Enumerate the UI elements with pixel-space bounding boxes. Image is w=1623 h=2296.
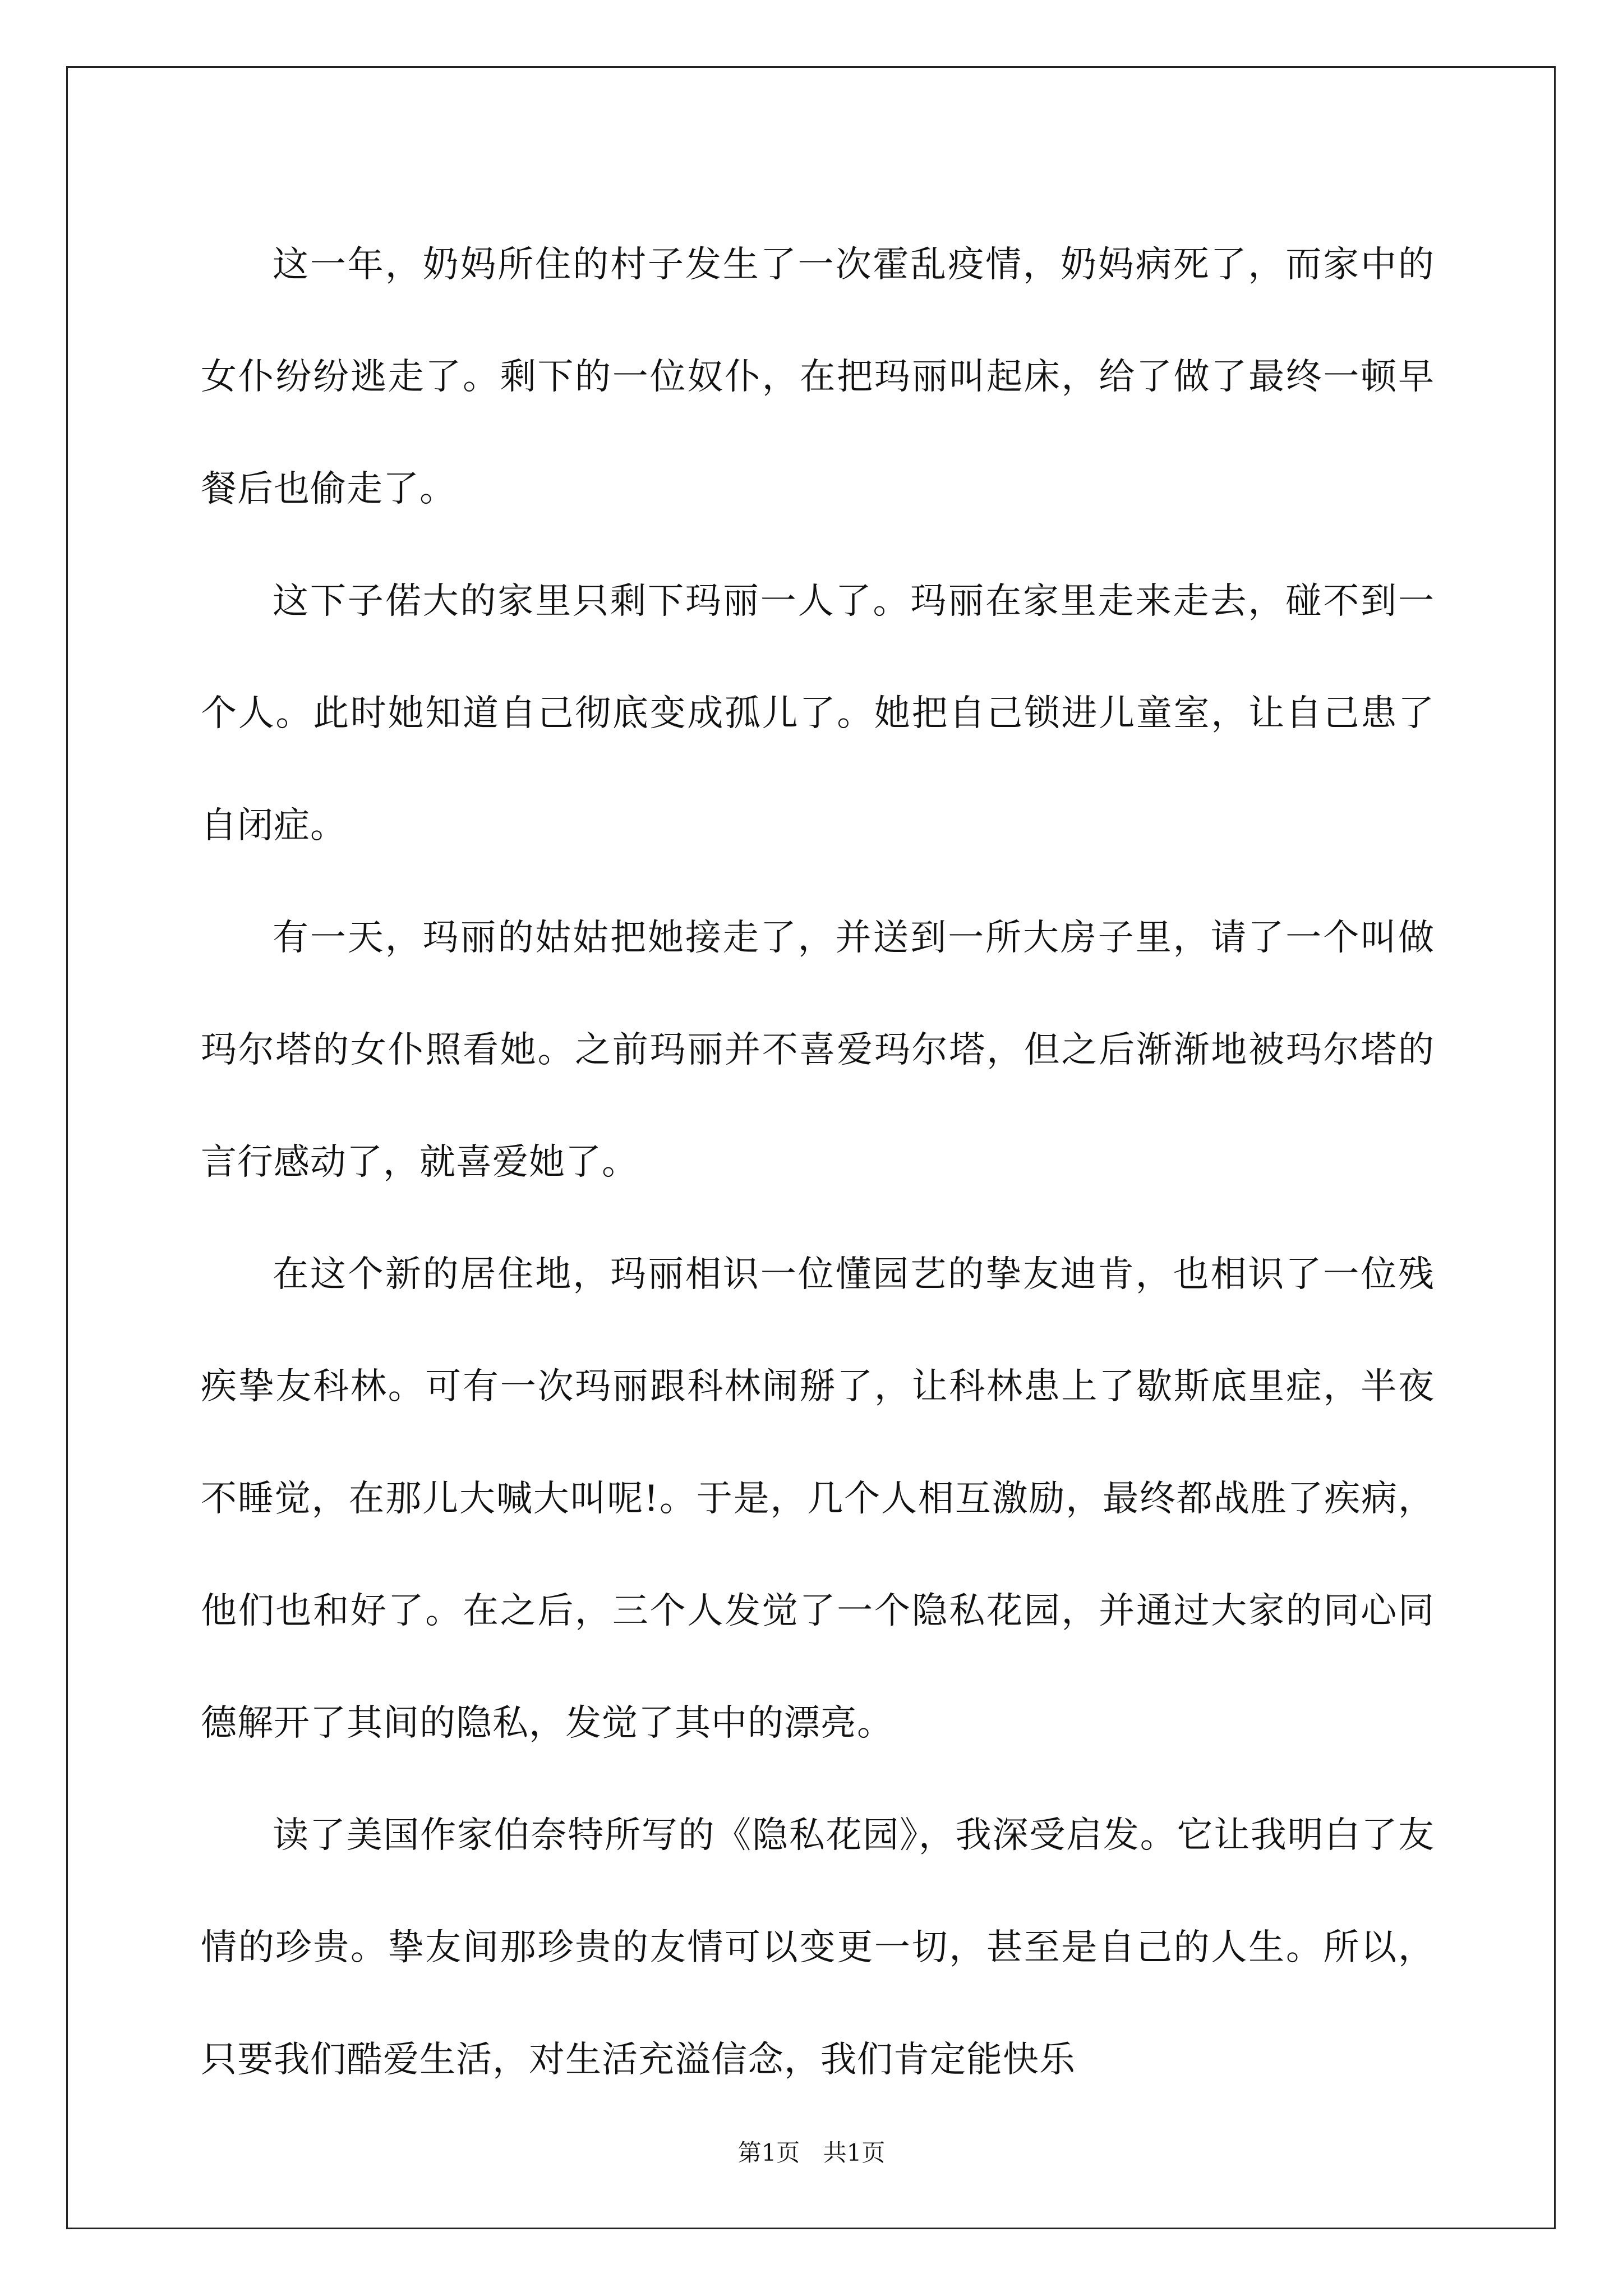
page-footer xyxy=(0,2136,1623,2170)
paragraph-3: 有一天，玛丽的姑姑把她接走了，并送到一所大房子里，请了一个叫做玛尔塔的女仆照看她。之前玛丽并不喜爱玛尔塔，但之后渐渐地被玛尔塔的言行感动了，就喜爱她了。 xyxy=(201,917,1435,1183)
paragraph-2: 这下子偌大的家里只剩下玛丽一人了。玛丽在家里走来走去，碰不到一个人。此时她知道自己彻底变成孤儿了。她把自己锁进儿童室，让自己患了自闭症。 xyxy=(201,581,1435,846)
document-body xyxy=(201,209,1435,2116)
page-number-current: 第1页 xyxy=(737,2139,800,2166)
paragraph-4: 在这个新的居住地，玛丽相识一位懂园艺的挚友迪肯，也相识了一位残疾挚友科林。可有一次玛丽跟科林闹掰了，让科林患上了歇斯底里症，半夜不睡觉，在那儿大喊大叫呢!。于是，几个人相互激励，最终都战胜了疾病，他们也和好了。在之后，三个人发觉了一个隐私花园，并通过大家的同心同德解开了其间的隐私，发觉了其中的漂亮。 xyxy=(201,1254,1435,1744)
page-number-total: 共1页 xyxy=(823,2139,886,2166)
paragraph-1: 这一年，奶妈所住的村子发生了一次霍乱疫情，奶妈病死了，而家中的女仆纷纷逃走了。剩下的一位奴仆，在把玛丽叫起床，给了做了最终一顿早餐后也偷走了。 xyxy=(201,244,1435,510)
paragraph-5: 读了美国作家伯奈特所写的《隐私花园》，我深受启发。它让我明白了友情的珍贵。挚友间那珍贵的友情可以变更一切，甚至是自己的人生。所以，只要我们酷爱生活，对生活充溢信念，我们肯定能快乐 xyxy=(201,1815,1435,2081)
